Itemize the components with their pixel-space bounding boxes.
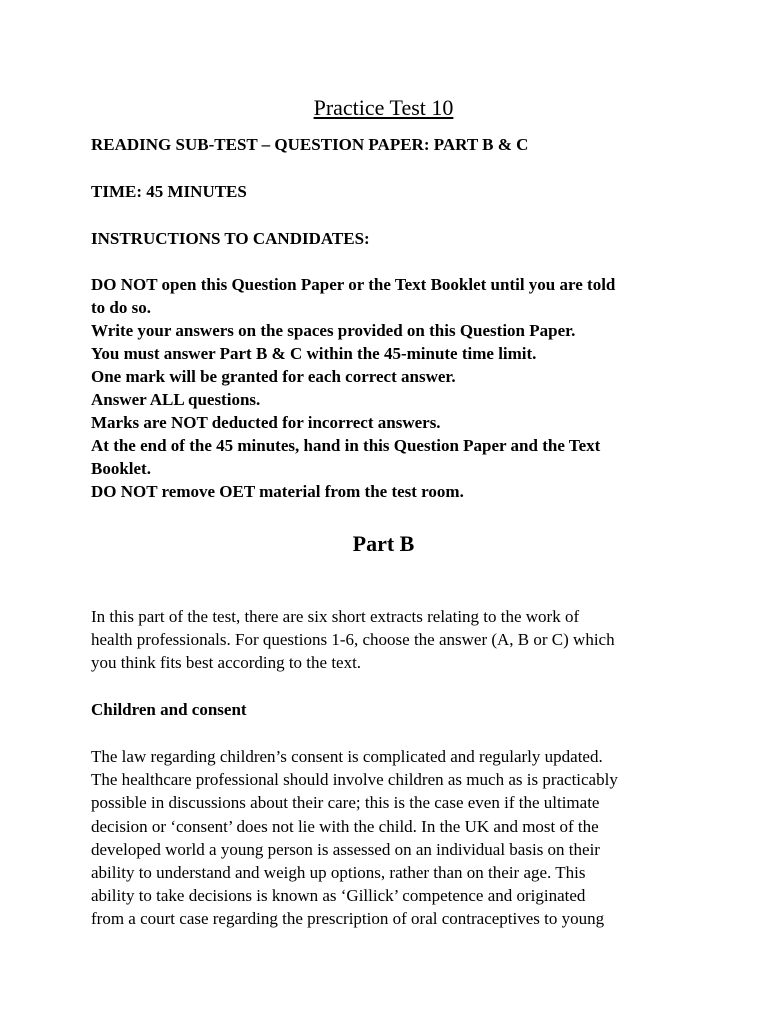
instruction-line: One mark will be granted for each correct answer. xyxy=(91,367,456,386)
section-heading: Children and consent xyxy=(91,700,247,719)
part-intro-line: health professionals. For questions 1-6, choose the answer (A, B or C) which xyxy=(91,630,615,650)
part-intro xyxy=(91,605,681,675)
section-body-line: The healthcare professional should involve children as much as is practicably xyxy=(91,770,618,790)
section-body-line: from a court case regarding the prescription of oral contraceptives to young xyxy=(91,909,605,929)
section-body-line: The law regarding children’s consent is complicated and regularly updated. xyxy=(91,747,603,766)
section-body-line: decision or ‘consent’ does not lie with the child. In the UK and most of the xyxy=(91,816,599,836)
instructions-list xyxy=(91,273,691,503)
section-body xyxy=(91,745,681,931)
section-body-line: ability to understand and weigh up options, rather than on their age. This xyxy=(91,863,586,883)
part-heading: Part B xyxy=(352,531,415,556)
part-intro-line: In this part of the test, there are six short extracts relating to the work of xyxy=(91,607,580,626)
instruction-line: At the end of the 45 minutes, hand in this Question Paper and the Text xyxy=(91,436,601,455)
section-body-line: ability to take decisions is known as ‘Gillick’ competence and originated xyxy=(91,886,586,906)
instruction-line: DO NOT open this Question Paper or the Text Booklet until you are told xyxy=(91,275,616,294)
section-body-line: possible in discussions about their care; this is the case even if the ultimate xyxy=(91,793,600,813)
instruction-line: Answer ALL questions. xyxy=(91,390,261,409)
instructions-heading: INSTRUCTIONS TO CANDIDATES: xyxy=(91,229,370,248)
instruction-line: Marks are NOT deducted for incorrect answers. xyxy=(91,413,441,432)
section-body-line: developed world a young person is assessed on an individual basis on their xyxy=(91,839,600,859)
instruction-line: Write your answers on the spaces provided on this Question Paper. xyxy=(91,321,576,340)
document-title: Practice Test 10 xyxy=(313,95,454,120)
subtitle: READING SUB-TEST – QUESTION PAPER: PART B & C xyxy=(91,135,529,154)
instruction-line: DO NOT remove OET material from the test room. xyxy=(91,482,464,501)
instruction-line: to do so. xyxy=(91,298,151,317)
instruction-line: You must answer Part B & C within the 45-minute time limit. xyxy=(91,344,537,363)
instruction-line: Booklet. xyxy=(91,459,151,478)
time-limit: TIME: 45 MINUTES xyxy=(91,182,247,201)
part-intro-line: you think fits best according to the text. xyxy=(91,653,362,673)
